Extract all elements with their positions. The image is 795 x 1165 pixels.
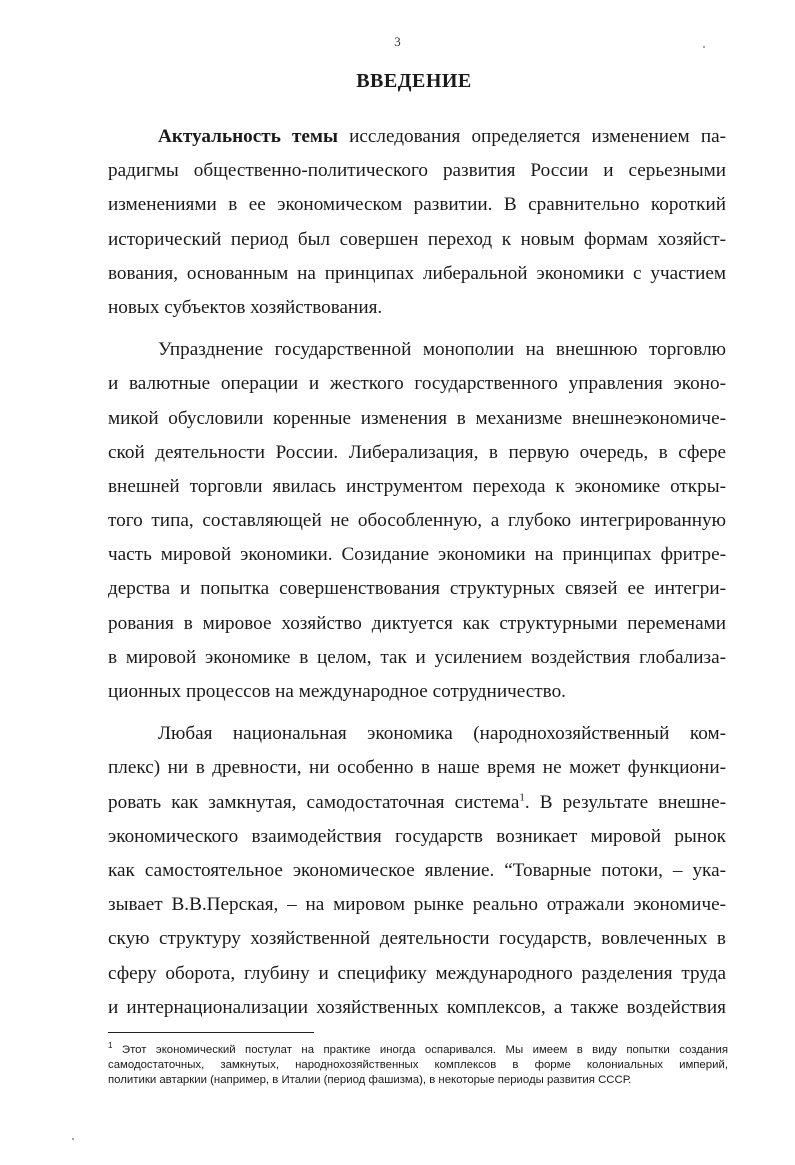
text-line: в мировой экономике в целом, так и усилением воздействия глобализа-	[108, 646, 726, 668]
scan-speck	[72, 1138, 74, 1140]
footnote-reference: 1	[519, 791, 525, 804]
text-line: ровать как замкнутая, самодостаточная система$^1$. В результате внешне-	[108, 791, 726, 813]
footnote-line: самодостаточных, замкнутых, народнохозяйственных комплексов в форме колониальных империй,	[108, 1059, 728, 1071]
text-line: и интернационализации хозяйственных комплексов, а также воздействия	[108, 996, 726, 1018]
paragraph-relevance	[108, 120, 726, 325]
page-title: ВВЕДЕНИЕ	[356, 70, 472, 92]
text-line: зывает В.В.Перская, – на мировом рынке реально отражали экономиче-	[108, 894, 726, 916]
text-line: внешней торговли явилась инструментом перехода к экономике откры-	[108, 475, 726, 497]
text-line: изменениями в ее экономическом развитии. В сравнительно короткий	[108, 194, 726, 216]
text-line: радигмы общественно-политического развития России и серьезными	[108, 160, 726, 182]
text-line: микой обусловили коренные изменения в механизме внешнеэкономиче-	[108, 407, 726, 429]
footnote-divider	[108, 1032, 314, 1033]
text-line: исторический период был совершен переход к новым формам хозяйст-	[108, 228, 726, 250]
text-line: плекс) ни в древности, ни особенно в наше время не может функциони-	[108, 757, 726, 779]
text-line: и валютные операции и жесткого государственного управления эконо-	[108, 373, 726, 395]
footnote-line: политики автаркии (например, в Италии (период фашизма), в некоторые периоды развития СССР.	[108, 1074, 632, 1086]
footnote	[108, 1043, 728, 1088]
text-line: Любая национальная экономика (народнохозяйственный ком-	[158, 723, 726, 745]
text-line: сферу оборота, глубину и специфику международного разделения труда	[108, 962, 726, 984]
text-line: того типа, составляющей не обособленную, а глубоко интегрированную	[108, 510, 726, 532]
text-line: экономического взаимодействия государств возникает мировой рынок	[108, 825, 726, 847]
text-line: ционных процессов на международное сотрудничество.	[108, 681, 566, 702]
text-line: как самостоятельное экономическое явление. “Товарные потоки, – ука-	[108, 859, 726, 881]
paragraph-monopoly	[108, 333, 726, 709]
text-line: скую структуру хозяйственной деятельности государств, вовлеченных в	[108, 928, 726, 950]
body-text	[108, 120, 726, 1025]
text-line: дерства и попытка совершенствования структурных связей ее интегри-	[108, 578, 726, 600]
scan-speck	[703, 46, 705, 48]
text-line: Актуальность темы исследования определяется изменением па-	[158, 126, 727, 147]
page-number: 3	[394, 34, 401, 49]
text-line: вования, основанным на принципах либеральной экономики с участием	[108, 262, 726, 284]
text-line: часть мировой экономики. Созидание экономики на принципах фритре-	[108, 544, 726, 566]
footnote-line: $^1$ Этот экономический постулат на практике иногда оспаривался. Мы имеем в виду попытки создания	[108, 1041, 728, 1056]
paragraph-national-economy	[108, 717, 726, 1025]
text-line: Упразднение государственной монополии на внешнюю торговлю	[158, 339, 726, 361]
footnote-marker: 1	[108, 1041, 113, 1051]
text-line: рования в мировое хозяйство диктуется как структурными переменами	[108, 612, 726, 634]
text-line: новых субъектов хозяйствования.	[108, 296, 383, 318]
text-line: ской деятельности России. Либерализация, в первую очередь, в сфере	[108, 441, 726, 463]
lead-bold-text: Актуальность темы	[158, 126, 338, 147]
